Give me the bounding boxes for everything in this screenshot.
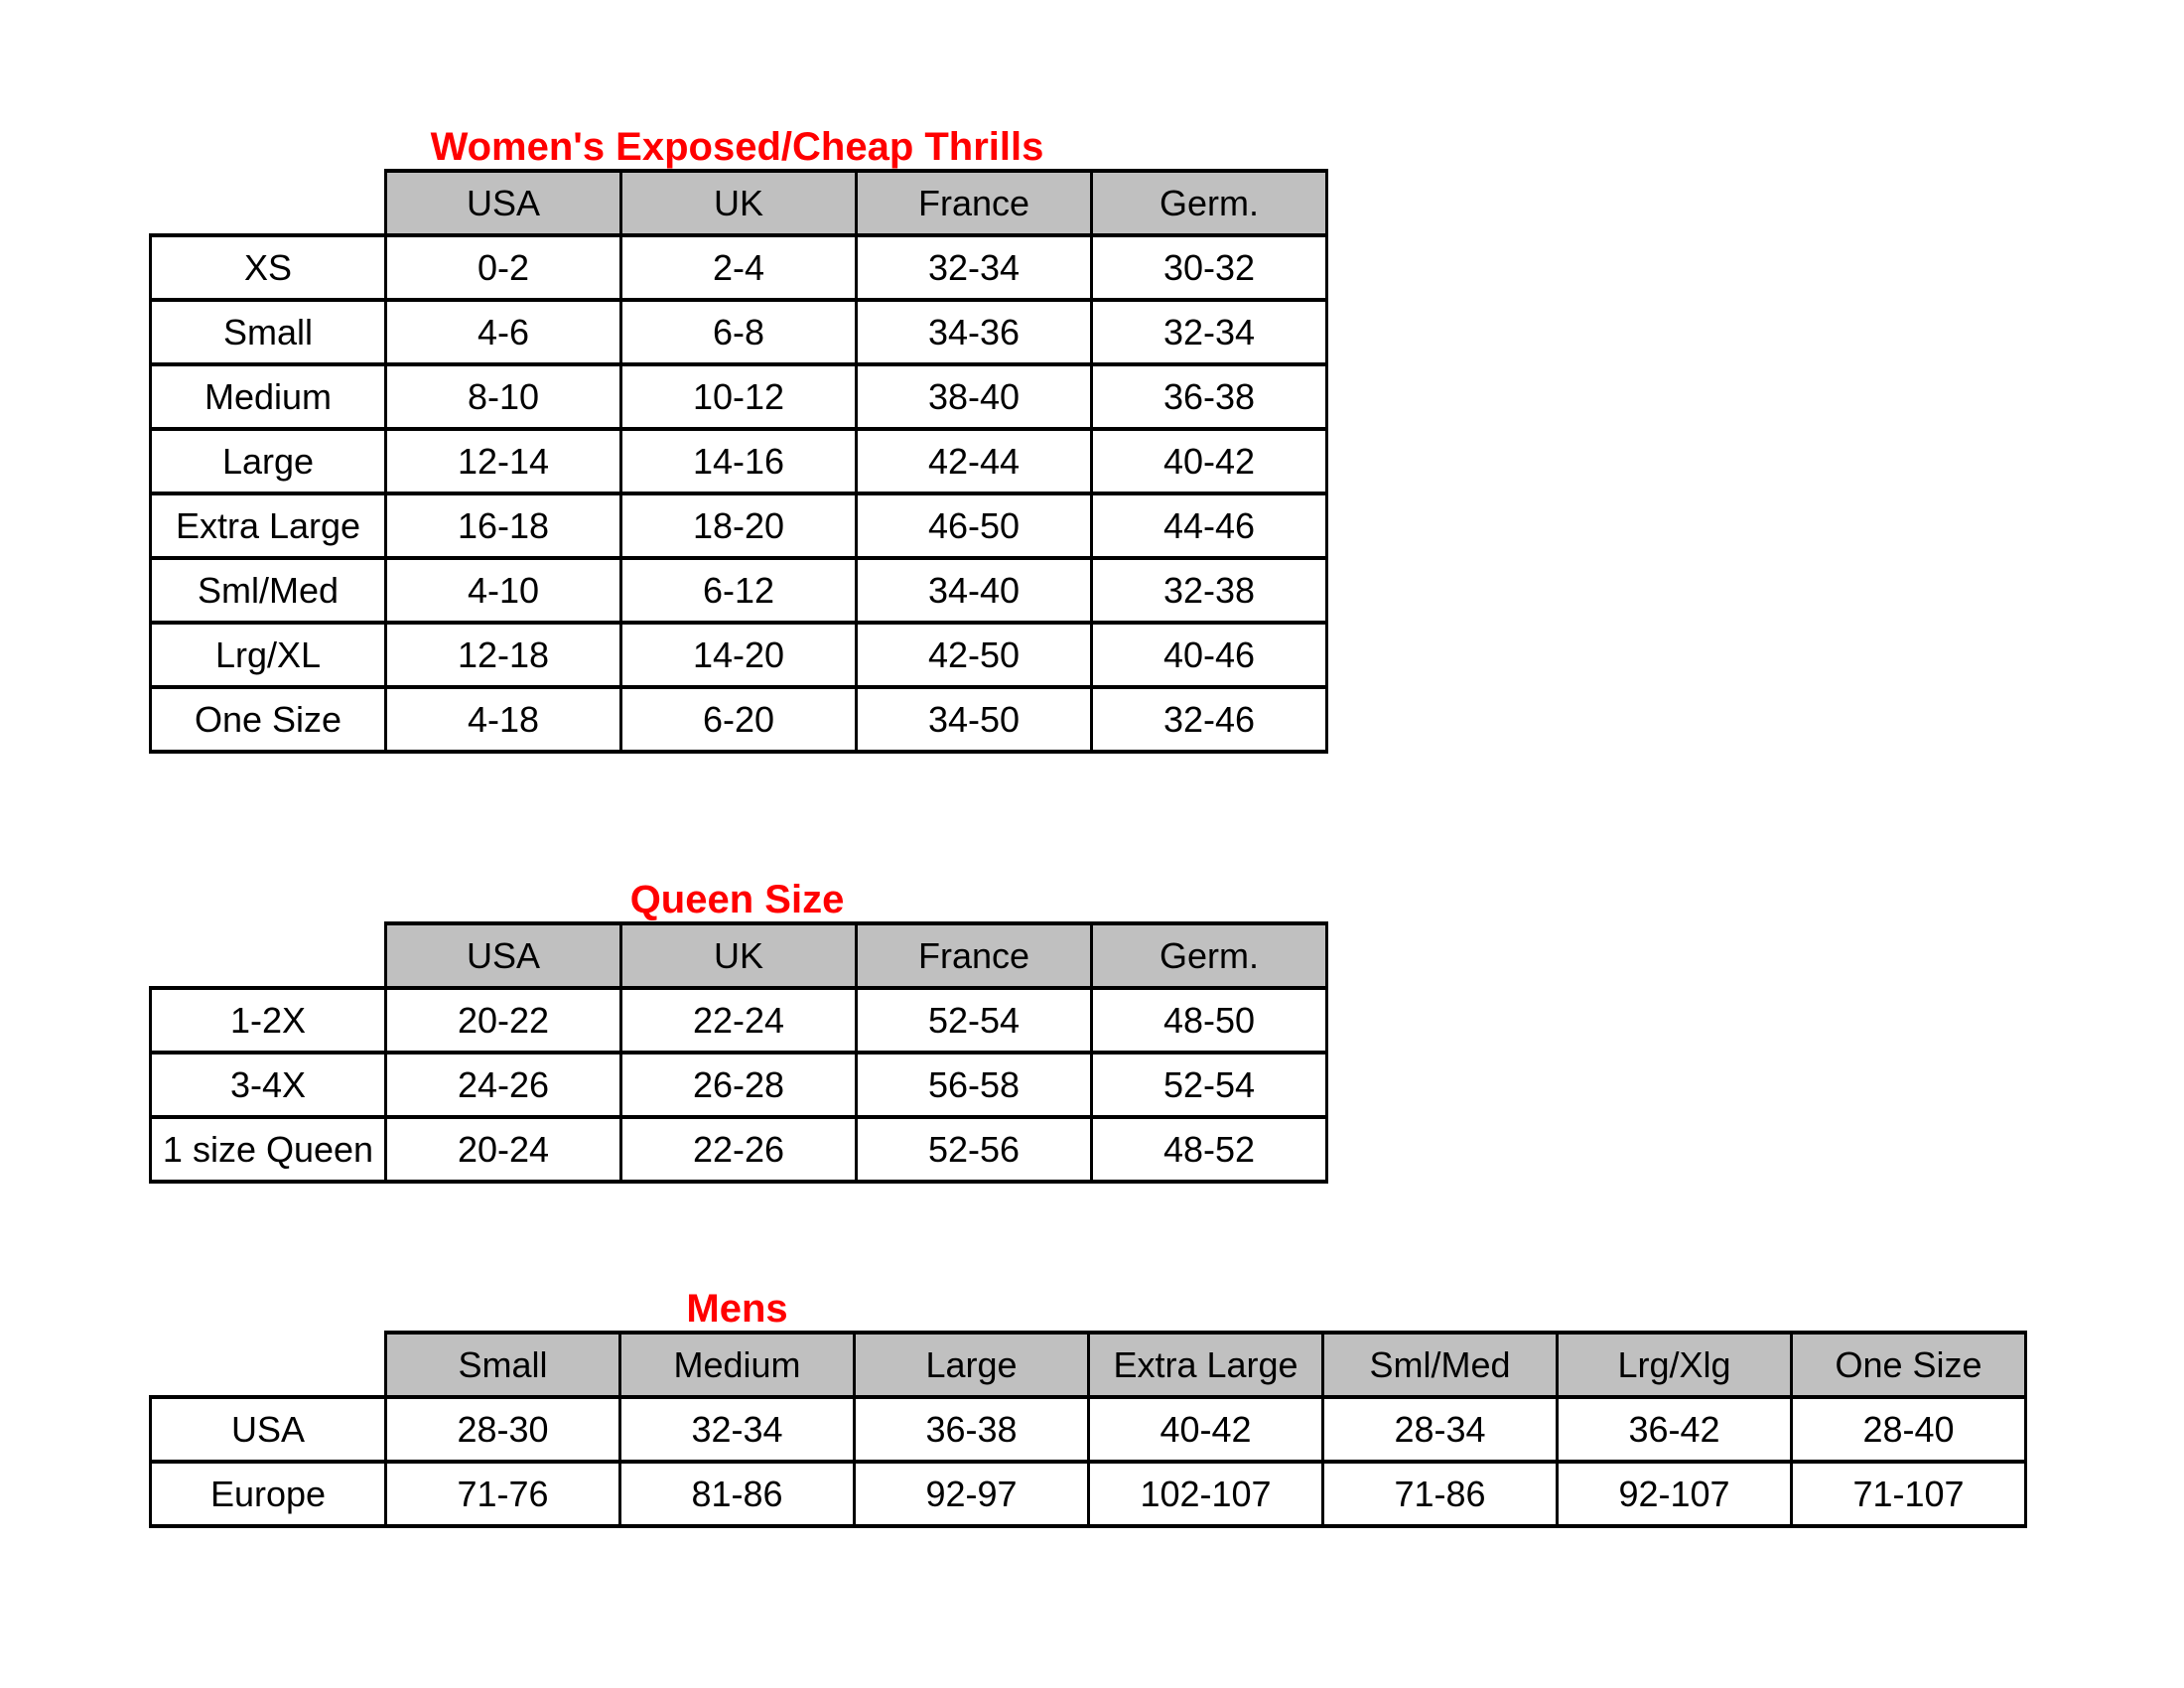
table-row: [151, 493, 1327, 558]
row-label: Small: [151, 300, 386, 364]
row-label: XS: [151, 235, 386, 300]
size-cell: 24-26: [386, 1053, 621, 1117]
column-header: Sml/Med: [1323, 1333, 1558, 1397]
header-row: [151, 923, 1327, 988]
size-cell: 38-40: [857, 364, 1092, 429]
size-cell: 32-34: [620, 1397, 855, 1462]
size-cell: 26-28: [621, 1053, 857, 1117]
corner-spacer: [151, 1333, 386, 1397]
size-table-womens: [149, 169, 1328, 754]
size-cell: 14-16: [621, 429, 857, 493]
size-cell: 2-4: [621, 235, 857, 300]
row-label: 1 size Queen: [151, 1117, 386, 1182]
size-cell: 71-86: [1323, 1462, 1558, 1526]
column-header: France: [857, 171, 1092, 235]
column-header: One Size: [1792, 1333, 2026, 1397]
table-head: [151, 171, 1327, 235]
table-row: [151, 558, 1327, 623]
size-cell: 56-58: [857, 1053, 1092, 1117]
corner-spacer: [151, 171, 386, 235]
size-cell: 40-42: [1092, 429, 1327, 493]
size-table-queen: [149, 921, 1328, 1184]
size-cell: 6-12: [621, 558, 857, 623]
size-cell: 0-2: [386, 235, 621, 300]
size-cell: 20-22: [386, 988, 621, 1053]
size-cell: 20-24: [386, 1117, 621, 1182]
row-label: Lrg/XL: [151, 623, 386, 687]
size-cell: 12-14: [386, 429, 621, 493]
size-cell: 28-30: [386, 1397, 620, 1462]
size-cell: 42-44: [857, 429, 1092, 493]
row-label: Large: [151, 429, 386, 493]
table-title-mens: Mens: [686, 1287, 788, 1331]
size-cell: 6-8: [621, 300, 857, 364]
table-row: [151, 1053, 1327, 1117]
size-cell: 71-76: [386, 1462, 620, 1526]
size-cell: 10-12: [621, 364, 857, 429]
table-body: [151, 988, 1327, 1182]
row-label: Extra Large: [151, 493, 386, 558]
table-body: [151, 235, 1327, 752]
table-row: [151, 988, 1327, 1053]
header-row: [151, 1333, 2026, 1397]
row-label: Medium: [151, 364, 386, 429]
size-cell: 48-50: [1092, 988, 1327, 1053]
size-cell: 44-46: [1092, 493, 1327, 558]
size-cell: 22-26: [621, 1117, 857, 1182]
row-label: 3-4X: [151, 1053, 386, 1117]
column-header: Small: [386, 1333, 620, 1397]
size-cell: 81-86: [620, 1462, 855, 1526]
size-cell: 16-18: [386, 493, 621, 558]
column-header: Large: [855, 1333, 1089, 1397]
size-cell: 34-50: [857, 687, 1092, 752]
row-label: One Size: [151, 687, 386, 752]
table-section-mens: [149, 1287, 2027, 1528]
row-label: 1-2X: [151, 988, 386, 1053]
size-cell: 52-54: [857, 988, 1092, 1053]
table-row: [151, 1117, 1327, 1182]
size-cell: 6-20: [621, 687, 857, 752]
size-cell: 14-20: [621, 623, 857, 687]
size-cell: 28-34: [1323, 1397, 1558, 1462]
column-header: Germ.: [1092, 171, 1327, 235]
column-header: Lrg/Xlg: [1558, 1333, 1792, 1397]
size-cell: 32-46: [1092, 687, 1327, 752]
size-cell: 46-50: [857, 493, 1092, 558]
size-cell: 32-38: [1092, 558, 1327, 623]
table-row: [151, 235, 1327, 300]
table-section-womens: [149, 125, 1328, 754]
column-header: France: [857, 923, 1092, 988]
column-header: Medium: [620, 1333, 855, 1397]
size-cell: 28-40: [1792, 1397, 2026, 1462]
size-cell: 36-38: [855, 1397, 1089, 1462]
size-cell: 32-34: [857, 235, 1092, 300]
column-header: Germ.: [1092, 923, 1327, 988]
column-header: Extra Large: [1089, 1333, 1323, 1397]
size-cell: 4-10: [386, 558, 621, 623]
row-label: Sml/Med: [151, 558, 386, 623]
size-cell: 52-56: [857, 1117, 1092, 1182]
column-header: USA: [386, 171, 621, 235]
table-row: [151, 687, 1327, 752]
table-row: [151, 1462, 2026, 1526]
size-cell: 92-107: [1558, 1462, 1792, 1526]
size-cell: 40-46: [1092, 623, 1327, 687]
table-body: [151, 1397, 2026, 1526]
row-label: USA: [151, 1397, 386, 1462]
size-table-mens: [149, 1331, 2027, 1528]
table-title-queen: Queen Size: [629, 878, 845, 921]
size-cell: 4-6: [386, 300, 621, 364]
row-label: Europe: [151, 1462, 386, 1526]
size-cell: 52-54: [1092, 1053, 1327, 1117]
table-row: [151, 364, 1327, 429]
size-cell: 30-32: [1092, 235, 1327, 300]
size-cell: 36-42: [1558, 1397, 1792, 1462]
size-cell: 40-42: [1089, 1397, 1323, 1462]
table-row: [151, 623, 1327, 687]
table-head: [151, 1333, 2026, 1397]
column-header: UK: [621, 171, 857, 235]
header-row: [151, 171, 1327, 235]
size-cell: 92-97: [855, 1462, 1089, 1526]
table-row: [151, 429, 1327, 493]
size-cell: 71-107: [1792, 1462, 2026, 1526]
size-cell: 32-34: [1092, 300, 1327, 364]
corner-spacer: [151, 923, 386, 988]
column-header: USA: [386, 923, 621, 988]
column-header: UK: [621, 923, 857, 988]
size-cell: 18-20: [621, 493, 857, 558]
size-cell: 4-18: [386, 687, 621, 752]
size-cell: 34-40: [857, 558, 1092, 623]
size-cell: 34-36: [857, 300, 1092, 364]
table-title-womens: Women's Exposed/Cheap Thrills: [430, 125, 1044, 169]
size-cell: 22-24: [621, 988, 857, 1053]
size-cell: 36-38: [1092, 364, 1327, 429]
table-row: [151, 300, 1327, 364]
size-cell: 12-18: [386, 623, 621, 687]
table-section-queen: [149, 878, 1328, 1184]
table-row: [151, 1397, 2026, 1462]
size-cell: 48-52: [1092, 1117, 1327, 1182]
table-head: [151, 923, 1327, 988]
size-cell: 42-50: [857, 623, 1092, 687]
size-cell: 8-10: [386, 364, 621, 429]
size-cell: 102-107: [1089, 1462, 1323, 1526]
